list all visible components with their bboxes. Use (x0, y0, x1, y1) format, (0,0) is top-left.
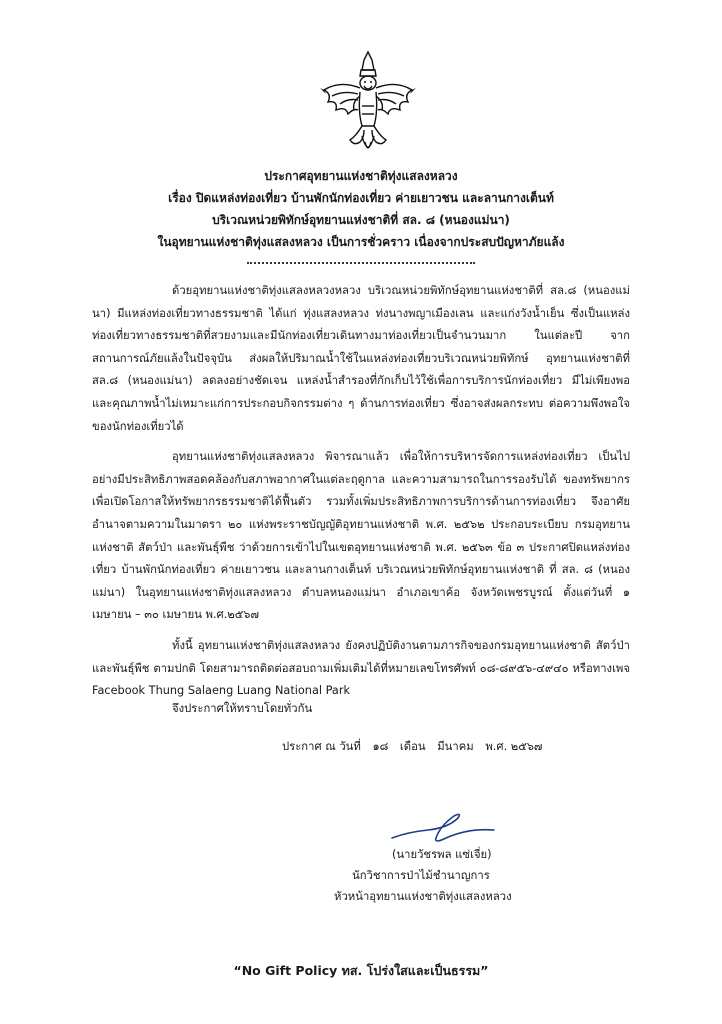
body-paragraph-2: อุทยานแห่งชาติทุ่งแสลงหลวง พิจารณาแล้ว เพื่อให้การบริหารจัดการแหล่งท่องเที่ยว เป็นไปอย่างมีประสิทธิภาพสอดคล้องกับสภาพอากาศในแต่ละฤดูกาล และความสามารถในการรองรับได้ ของทรัพยากร เพื่อเปิดโอกาสให้ทรัพยากรธรรมชาติได้ฟื้นตัว รวมทั้งเพิ่มประสิทธิภาพการบริการด้านการท่องเที่ยว จึงอาศัยอำนาจตามความในมาตรา ๒๐ แห่งพระราชบัญญัติอุทยานแห่งชาติ พ.ศ. ๒๕๖๒ ประกอบระเบียบ กรมอุทยานแห่งชาติ สัตว์ป่า และพันธุ์พืช ว่าด้วยการเข้าไปในเขตอุทยานแห่งชาติ พ.ศ. ๒๕๖๓ ข้อ ๓ ประกาศปิดแหล่งท่องเที่ยว บ้านพักนักท่องเที่ยว ค่ายเยาวชน และลานกางเต็นท์ บริเวณหน่วยพิทักษ์อุทยานแห่งชาติ ที่ สล. ๘ (หนองแม่นา) ในอุทยานแห่งชาติทุ่งแสลงหลวง ตำบลหนองแม่นา อำเภอเขาค้อ จังหวัดเพชรบูรณ์ ตั้งแต่วันที่ ๑ เมษายน – ๓๐ เมษายน พ.ศ.๒๕๖๗ (92, 450, 630, 622)
heading-line-3: บริเวณหน่วยพิทักษ์อุทยานแห่งชาติที่ สล. ๘ (หนองแม่นา) (212, 213, 510, 227)
announcement-body (92, 280, 630, 711)
announcement-date (282, 737, 550, 755)
dotted-divider (247, 262, 475, 264)
body-paragraph-3: ทั้งนี้ อุทยานแห่งชาติทุ่งแสลงหลวง ยังคงปฏิบัติงานตามภารกิจของกรมอุทยานแห่งชาติ สัตว์ป่า และพันธุ์พืช ตามปกติ โดยสามารถติดต่อสอบถามเพิ่มเติมได้ที่หมายเลขโทรศัพท์ ๐๘-๘๙๕๖-๔๙๔๐ หรือทางเพจ Facebook Thung Salaeng Luang National Park (92, 638, 630, 698)
date-month: มีนาคม (437, 740, 474, 753)
heading-line-4: ในอุทยานแห่งชาติทุ่งแสลงหลวง เป็นการชั่วคราว เนื่องจากประสบปัญหาภัยแล้ง (157, 235, 565, 249)
date-day: ๑๘ (372, 740, 389, 753)
heading-line-2: เรื่อง ปิดแหล่งท่องเที่ยว บ้านพักนักท่องเที่ยว ค่ายเยาวชน และลานกางเต็นท์ (168, 191, 554, 205)
signatory-name: (นายวัชรพล แซ่เจี่ย) (392, 848, 492, 861)
heading-line-1: ประกาศอุทยานแห่งชาติทุ่งแสลงหลวง (264, 169, 458, 183)
announce-statement: จึงประกาศให้ทราบโดยทั่วกัน (172, 702, 313, 715)
date-prefix: ประกาศ ณ วันที่ (282, 740, 361, 753)
date-year: พ.ศ. ๒๕๖๗ (485, 740, 543, 753)
signatory-position-1: นักวิชาการป่าไม้ชำนาญการ (352, 869, 490, 882)
signatory-position-2: หัวหน้าอุทยานแห่งชาติทุ่งแสลงหลวง (334, 890, 512, 903)
date-month-label: เดือน (399, 740, 426, 753)
garuda-emblem-icon (318, 50, 418, 162)
no-gift-policy-footer: “No Gift Policy ทส. โปร่งใสและเป็นธรรม” (233, 963, 489, 978)
body-paragraph-1: ด้วยอุทยานแห่งชาติทุ่งแสลงหลวงหลวง บริเวณหน่วยพิทักษ์อุทยานแห่งชาติที่ สล.๘ (หนองแม่นา) มีแหล่งท่องเที่ยวทางธรรมชาติ ได้แก่ ทุ่งแสลงหลวง ท่งนางพญาเมืองเลน และแก่งวังน้ำเย็น ซึ่งเป็นแหล่งท่องเที่ยวทางธรรมชาติที่สวยงามและมีนักท่องเที่ยวเดินทางมาท่องเที่ยวเป็นจำนวนมาก ในแต่ละปี จากสถานการณ์ภัยแล้งในปัจจุบัน ส่งผลให้ปริมาณน้ำใช้ในแหล่งท่องเที่ยวบริเวณหน่วยพิทักษ์ อุทยานแห่งชาติที่ สล.๘ (หนองแม่นา) ลดลงอย่างชัดเจน แหล่งน้ำสำรองที่กักเก็บไว้ใช้เพื่อการบริการนักท่องเที่ยว มีไม่เพียงพอ และคุณภาพน้ำไม่เหมาะแก่การประกอบกิจกรรมต่าง ๆ ด้านการท่องเที่ยว ซึ่งอาจส่งผลกระทบ ต่อความพึงพอใจของนักท่องเที่ยวได้ (92, 284, 630, 433)
signature-icon (388, 808, 498, 848)
announcement-heading (120, 165, 602, 253)
